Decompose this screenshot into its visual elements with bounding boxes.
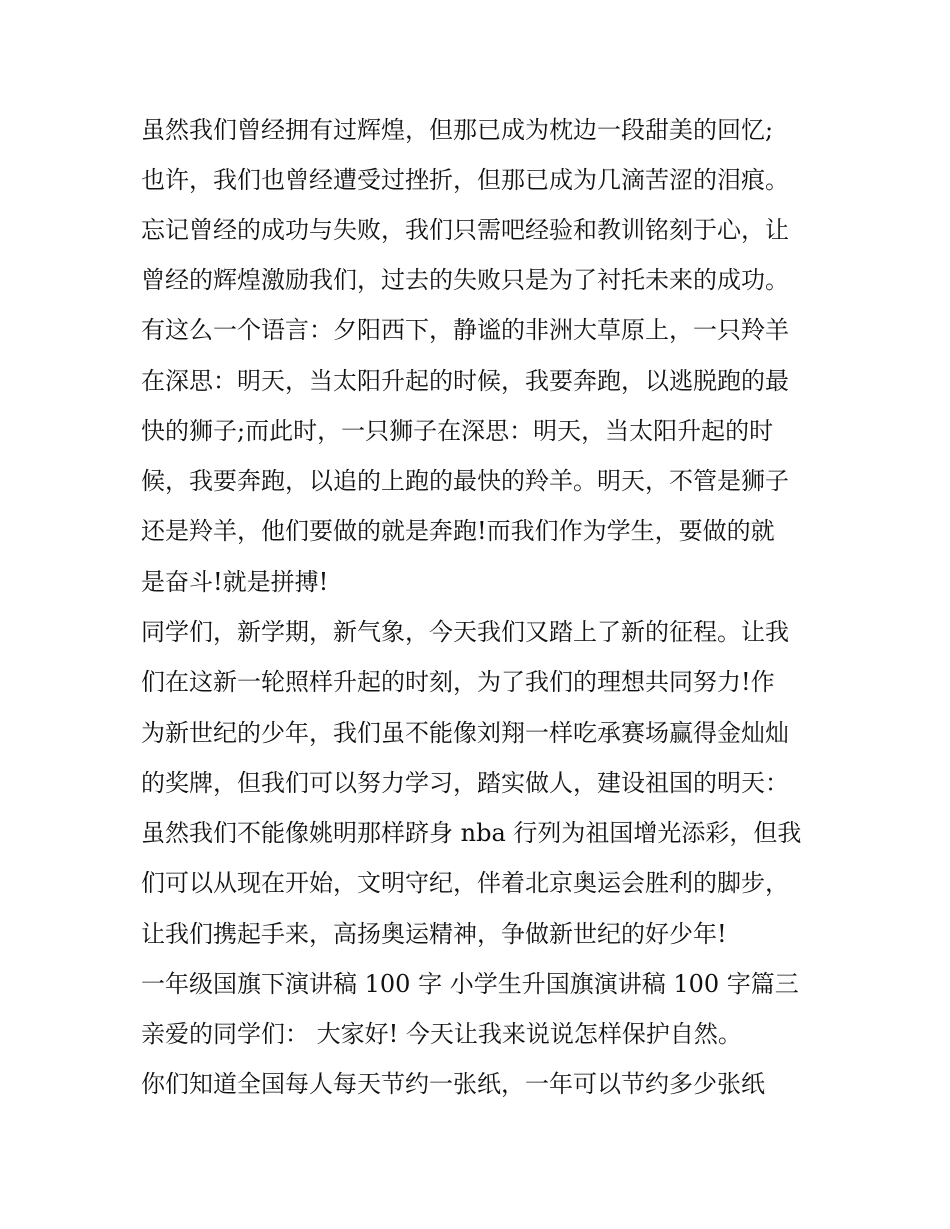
text-line: 们在这新一轮照样升起的时刻，为了我们的理想共同努力!作 [141, 668, 775, 696]
text-line: 快的狮子;而此时，一只狮子在深思：明天，当太阳升起的时 [141, 417, 774, 445]
text-line: 忘记曾经的成功与失败，我们只需吧经验和教训铭刻于心，让 [141, 216, 789, 244]
text-line: 们可以从现在开始，文明守纪，伴着北京奥运会胜利的脚步， [141, 869, 789, 897]
text-line: 是奋斗!就是拼搏! [141, 568, 329, 596]
text-line: 让我们携起手来，高扬奥运精神，争做新世纪的好少年! [141, 920, 727, 948]
text-line: 也许，我们也曾经遭受过挫折，但那已成为几滴苦涩的泪痕。 [141, 166, 789, 194]
text-line: 虽然我们曾经拥有过辉煌，但那已成为枕边一段甜美的回忆; [141, 116, 774, 144]
text-line: 虽然我们不能像姚明那样跻身 nba 行列为祖国增光添彩，但我 [141, 819, 802, 847]
text-line: 的奖牌，但我们可以努力学习，踏实做人，建设祖国的明天： [141, 769, 789, 797]
text-line: 候，我要奔跑，以追的上跑的最快的羚羊。明天，不管是狮子 [141, 467, 789, 495]
text-line: 有这么一个语言：夕阳西下，静谧的非洲大草原上，一只羚羊 [141, 316, 789, 344]
text-line: 还是羚羊，他们要做的就是奔跑!而我们作为学生，要做的就 [141, 517, 775, 545]
text-line: 同学们，新学期，新气象，今天我们又踏上了新的征程。让我 [141, 618, 789, 646]
text-line: 你们知道全国每人每天节约一张纸，一年可以节约多少张纸 [141, 1070, 765, 1098]
text-line: 在深思：明天，当太阳升起的时候，我要奔跑，以逃脱跑的最 [141, 367, 789, 395]
text-line: 亲爱的同学们： 大家好! 今天让我来说说怎样保护自然。 [141, 1020, 742, 1048]
text-line: 曾经的辉煌激励我们，过去的失败只是为了衬托未来的成功。 [141, 266, 789, 294]
text-line: 为新世纪的少年，我们虽不能像刘翔一样吃承赛场赢得金灿灿 [141, 719, 789, 747]
text-line: 一年级国旗下演讲稿 100 字 小学生升国旗演讲稿 100 字篇三 [141, 970, 799, 998]
